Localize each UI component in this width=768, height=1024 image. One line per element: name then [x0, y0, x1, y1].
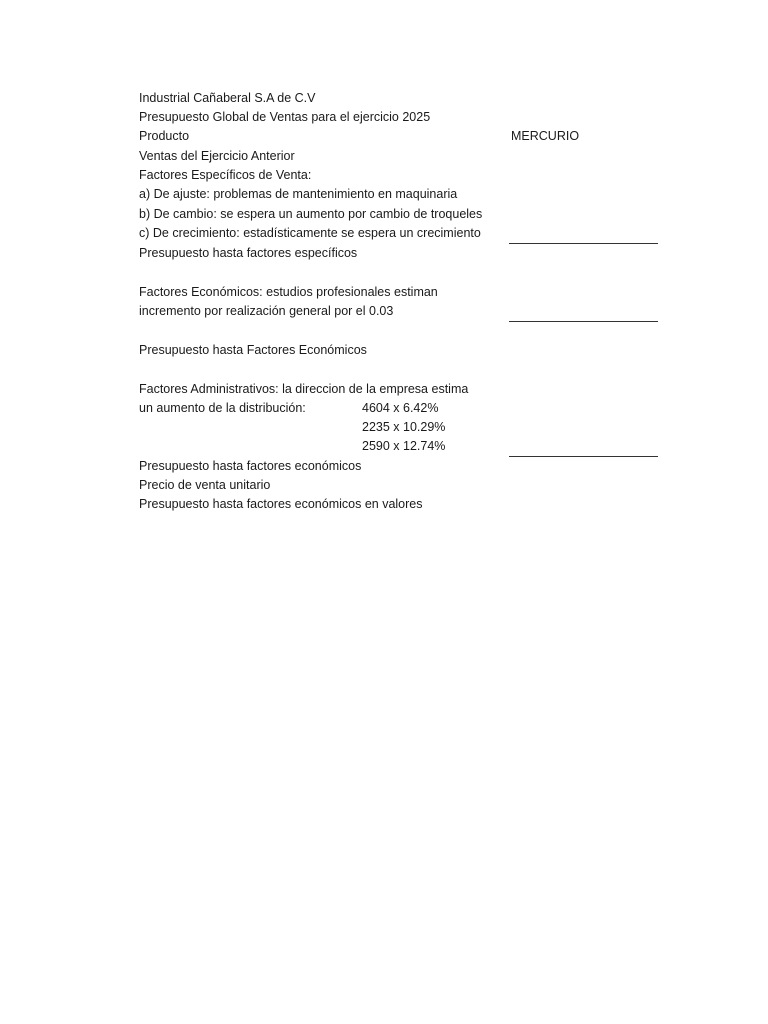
budget-economic-factors-2: Presupuesto hasta factores económicos	[139, 459, 362, 473]
admin-factors-line-2: un aumento de la distribución:	[139, 401, 306, 415]
admin-factors-line-1: Factores Administrativos: la direccion de la empresa estima	[139, 382, 469, 396]
document-title: Presupuesto Global de Ventas para el ejercicio 2025	[139, 110, 431, 124]
specific-factors-heading: Factores Específicos de Venta:	[139, 168, 312, 182]
calc-line-1: 4604 x 6.42%	[362, 401, 439, 415]
factor-growth: c) De crecimiento: estadísticamente se espera un crecimiento	[139, 226, 481, 240]
calc-line-3: 2590 x 12.74%	[362, 439, 446, 453]
budget-specific-factors: Presupuesto hasta factores específicos	[139, 246, 358, 260]
subtotal-rule	[509, 321, 658, 322]
prior-sales-label: Ventas del Ejercicio Anterior	[139, 149, 295, 163]
company-name: Industrial Cañaberal S.A de C.V	[139, 91, 316, 105]
product-label: Producto	[139, 129, 190, 143]
product-name: MERCURIO	[511, 129, 580, 143]
subtotal-rule	[509, 243, 658, 244]
factor-change: b) De cambio: se espera un aumento por cambio de troqueles	[139, 207, 483, 221]
unit-price-label: Precio de venta unitario	[139, 478, 271, 492]
factor-adjustment: a) De ajuste: problemas de mantenimiento en maquinaria	[139, 187, 458, 201]
calc-line-2: 2235 x 10.29%	[362, 420, 446, 434]
budget-values-label: Presupuesto hasta factores económicos en valores	[139, 497, 423, 511]
subtotal-rule	[509, 456, 658, 457]
economic-factors-line-1: Factores Económicos: estudios profesionales estiman	[139, 285, 438, 299]
budget-economic-factors: Presupuesto hasta Factores Económicos	[139, 343, 367, 357]
economic-factors-line-2: incremento por realización general por el 0.03	[139, 304, 394, 318]
